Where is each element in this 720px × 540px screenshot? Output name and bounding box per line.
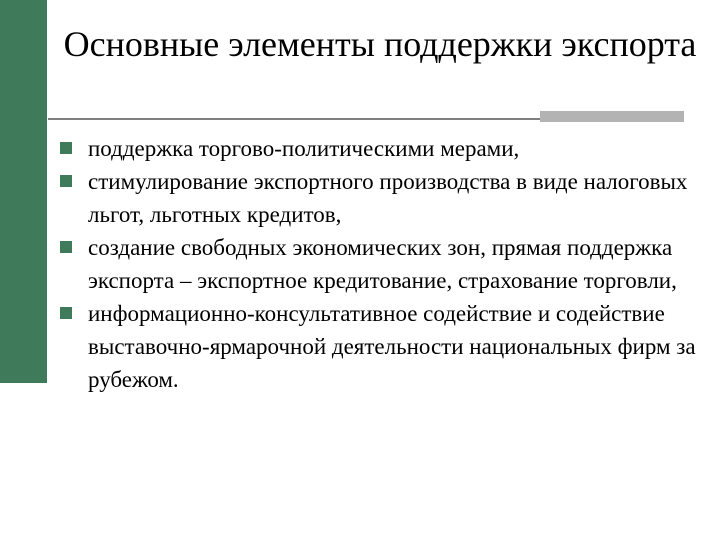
bullet-item (58, 231, 698, 297)
bullet-text: информационно-консультативное содействие и содействие выставочно-ярмарочной деятельности национальных фирм за рубежом. (88, 301, 696, 392)
bullet-item (58, 297, 698, 396)
bullet-list (58, 132, 698, 396)
square-bullet-icon (60, 142, 72, 154)
bullet-text: стимулирование экспортного производства в виде налоговых льгот, льготных кредитов, (88, 169, 688, 227)
square-bullet-icon (60, 175, 72, 187)
square-bullet-icon (60, 241, 72, 253)
bullet-text: поддержка торгово-политическими мерами, (88, 136, 520, 161)
bullet-text: создание свободных экономических зон, прямая поддержка экспорта – экспортное кредитование, страхование торговли, (88, 235, 677, 293)
slide-title: Основные элементы поддержки экспорта (63, 24, 697, 64)
title-divider-accent (540, 111, 684, 122)
square-bullet-icon (60, 307, 72, 319)
side-accent-bar (0, 0, 47, 383)
bullet-item (58, 165, 698, 231)
bullet-item (58, 132, 698, 165)
